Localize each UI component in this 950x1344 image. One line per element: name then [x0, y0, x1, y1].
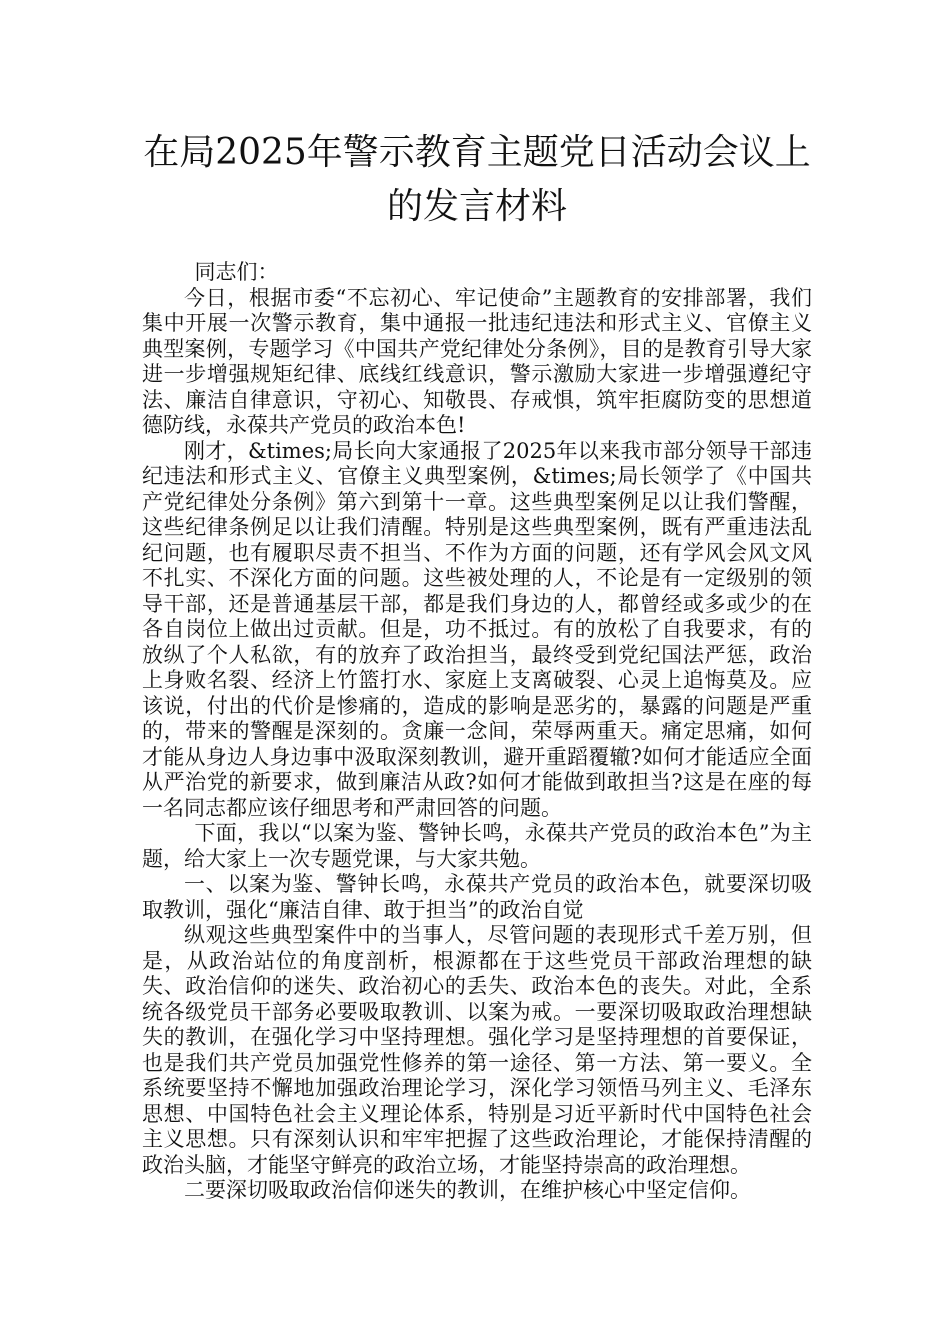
paragraph: 下面，我以“以案为鉴、警钟长鸣，永葆共产党员的政治本色”为主题，给大家上一次专题党课，与大家共勉。 [142, 821, 812, 871]
salutation: 同志们： [194, 260, 279, 284]
document-body [142, 260, 812, 1204]
document-title: 在局2025年警示教育主题党日活动会议上的发言材料 [143, 132, 811, 227]
paragraph: 二要深切吸取政治信仰迷失的教训，在维护核心中坚定信仰。 [184, 1178, 751, 1202]
document-page [142, 126, 812, 1204]
section-heading: 一、以案为鉴、警钟长鸣，永葆共产党员的政治本色，就要深切吸取教训，强化“廉洁自律、敢于担当”的政治自觉 [142, 872, 812, 922]
paragraph: 刚才，&times;局长向大家通报了2025年以来我市部分领导干部违纪违法和形式主义、官僚主义典型案例，&times;局长领学了《中国共产党纪律处分条例》第六到第十一章。这些典型案例足以让我们警醒，这些纪律条例足以让我们清醒。特别是这些典型案例，既有严重违法乱纪问题，也有履职尽责不担当、不作为方面的问题，还有学风会风文风不扎实、不深化方面的问题。这些被处理的人，不论是有一定级别的领导干部，还是普通基层干部，都是我们身边的人，都曾经或多或少的在各自岗位上做出过贡献。但是，功不抵过。有的放松了自我要求，有的放纵了个人私欲，有的放弃了政治担当，最终受到党纪国法严惩，政治上身败名裂、经济上竹篮打水、家庭上支离破裂、心灵上追悔莫及。应该说，付出的代价是惨痛的，造成的影响是恶劣的，暴露的问题是严重的，带来的警醒是深刻的。贪廉一念间，荣辱两重天。痛定思痛，如何才能从身边人身边事中汲取深刻教训，避开重蹈覆辙?如何才能适应全面从严治党的新要求，做到廉洁从政?如何才能做到敢担当?这是在座的每一名同志都应该仔细思考和严肃回答的问题。 [142, 438, 812, 820]
paragraph: 今日，根据市委“不忘初心、牢记使命”主题教育的安排部署，我们集中开展一次警示教育，集中通报一批违纪违法和形式主义、官僚主义典型案例，专题学习《中国共产党纪律处分条例》，目的是教育引导大家进一步增强规矩纪律、底线红线意识，警示激励大家进一步增强遵纪守法、廉洁自律意识，守初心、知敬畏、存戒惧，筑牢拒腐防变的思想道德防线，永葆共产党员的政治本色! [142, 285, 812, 437]
paragraph: 纵观这些典型案件中的当事人，尽管问题的表现形式千差万别，但是，从政治站位的角度剖析，根源都在于这些党员干部政治理想的缺失、政治信仰的迷失、政治初心的丢失、政治本色的丧失。对此，全系统各级党员干部务必要吸取教训、以案为戒。一要深切吸取政治理想缺失的教训，在强化学习中坚持理想。强化学习是坚持理想的首要保证，也是我们共产党员加强党性修养的第一途径、第一方法、第一要义。全系统要坚持不懈地加强政治理论学习，深化学习领悟马列主义、毛泽东思想、中国特色社会主义理论体系，特别是习近平新时代中国特色社会主义思想。只有深刻认识和牢牢把握了这些政治理论，才能保持清醒的政治头脑，才能坚守鲜亮的政治立场，才能坚持崇高的政治理想。 [142, 923, 812, 1177]
